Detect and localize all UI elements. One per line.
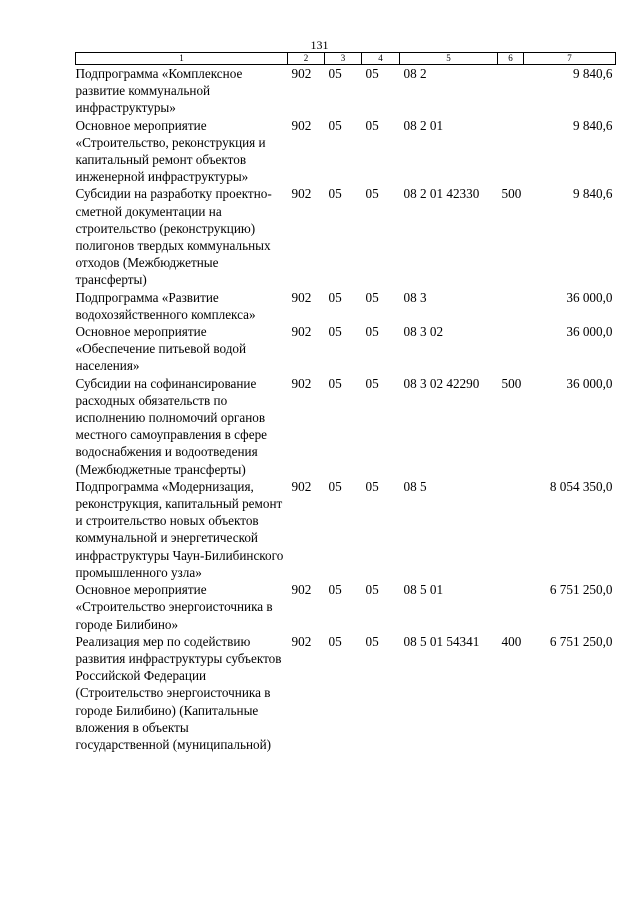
section-code: 05 — [328, 478, 342, 494]
grbs-code: 902 — [291, 633, 312, 649]
grbs-code: 902 — [291, 324, 312, 340]
amount: 36 000,0 — [566, 324, 613, 340]
target-article-code: 08 3 02 — [403, 324, 444, 340]
expense-type-code — [498, 117, 524, 186]
section-code: 05 — [328, 117, 342, 133]
section-code: 05 — [328, 186, 342, 202]
expense-type-code — [498, 323, 524, 375]
expense-type-code: 400 — [501, 633, 522, 649]
table-row — [76, 117, 616, 186]
amount: 36 000,0 — [566, 289, 613, 305]
subsection-code: 05 — [365, 289, 379, 305]
grbs-code: 902 — [291, 478, 312, 494]
subsection-code: 05 — [365, 633, 379, 649]
expense-type-code: 500 — [501, 186, 522, 202]
column-header-6: 6 — [498, 53, 524, 65]
section-code: 05 — [328, 582, 342, 598]
subsection-code: 05 — [365, 324, 379, 340]
column-header-5: 5 — [400, 53, 498, 65]
column-header-2: 2 — [288, 53, 325, 65]
amount: 9 840,6 — [572, 186, 613, 202]
amount: 6 751 250,0 — [549, 582, 613, 598]
column-header-4: 4 — [362, 53, 400, 65]
subsection-code: 05 — [365, 582, 379, 598]
subsection-code: 05 — [365, 478, 379, 494]
section-code: 05 — [328, 66, 342, 81]
amount: 8 054 350,0 — [549, 478, 613, 494]
column-header-1: 1 — [76, 53, 288, 65]
subsection-code: 05 — [365, 375, 379, 391]
target-article-code: 08 2 01 — [403, 117, 444, 133]
grbs-code: 902 — [291, 582, 312, 598]
table-row — [76, 581, 616, 633]
expense-name: Субсидии на софинансирование расходных обязательств по исполнению полномочий органов местного самоуправления в сфере водоснабжения и водоотведения (Межбюджетные трансферты) — [75, 375, 268, 477]
expense-type-code — [498, 581, 524, 633]
grbs-code: 902 — [291, 289, 312, 305]
section-code: 05 — [328, 375, 342, 391]
target-article-code: 08 2 01 42330 — [403, 186, 480, 202]
page-number: 131 — [310, 38, 329, 52]
target-article-code: 08 5 01 54341 — [403, 633, 480, 649]
target-article-code: 08 3 02 42290 — [403, 375, 480, 391]
expense-name: Реализация мер по содействию развития инфраструктуры субъектов Российской Федерации (Строительство энергоисточника в городе Билибино) (Капитальные вложения в объекты государственной (муниципальной) — [75, 633, 282, 752]
table-row — [76, 633, 616, 753]
table-row — [76, 478, 616, 581]
table-row — [76, 375, 616, 478]
expense-name: Субсидии на разработку проектно-сметной документации на строительство (реконструкцию) полигонов твердых коммунальных отходов (Межбюджетные трансферты) — [75, 186, 272, 288]
column-header-3: 3 — [325, 53, 362, 65]
expense-name: Подпрограмма «Комплексное развитие коммунальной инфраструктуры» — [75, 66, 243, 116]
amount: 36 000,0 — [566, 375, 613, 391]
target-article-code: 08 5 01 — [403, 582, 444, 598]
section-code: 05 — [328, 289, 342, 305]
expense-name: Подпрограмма «Модернизация, реконструкция, капитальный ремонт и строительство новых объектов коммунальной и энергетической инфраструктуры Чаун-Билибинского промышленного узла» — [75, 478, 284, 580]
target-article-code: 08 3 — [403, 289, 427, 305]
table-row — [76, 289, 616, 323]
amount: 6 751 250,0 — [549, 633, 613, 649]
grbs-code: 902 — [291, 117, 312, 133]
expense-type-code — [498, 289, 524, 323]
expense-name: Основное мероприятие «Обеспечение питьевой водой населения» — [75, 324, 247, 374]
expense-type-code: 500 — [501, 375, 522, 391]
table-row — [76, 65, 616, 117]
section-code: 05 — [328, 324, 342, 340]
grbs-code: 902 — [291, 186, 312, 202]
subsection-code: 05 — [365, 66, 379, 81]
subsection-code: 05 — [365, 117, 379, 133]
table-row — [76, 185, 616, 288]
target-article-code: 08 2 — [403, 66, 427, 81]
amount: 9 840,6 — [572, 66, 613, 81]
amount: 9 840,6 — [572, 117, 613, 133]
target-article-code: 08 5 — [403, 478, 427, 494]
grbs-code: 902 — [291, 66, 312, 81]
grbs-code: 902 — [291, 375, 312, 391]
expense-name: Основное мероприятие «Строительство, реконструкция и капитальный ремонт объектов инженерной инфраструктуры» — [75, 117, 266, 185]
budget-table — [75, 52, 616, 753]
column-header-7: 7 — [524, 53, 616, 65]
expense-type-code — [498, 478, 524, 581]
expense-name: Подпрограмма «Развитие водохозяйственного комплекса» — [75, 289, 256, 322]
expense-name: Основное мероприятие «Строительство энергоисточника в городе Билибино» — [75, 582, 273, 632]
expense-type-code — [498, 65, 524, 117]
section-code: 05 — [328, 633, 342, 649]
column-number-row — [76, 53, 616, 65]
table-row — [76, 323, 616, 375]
subsection-code: 05 — [365, 186, 379, 202]
